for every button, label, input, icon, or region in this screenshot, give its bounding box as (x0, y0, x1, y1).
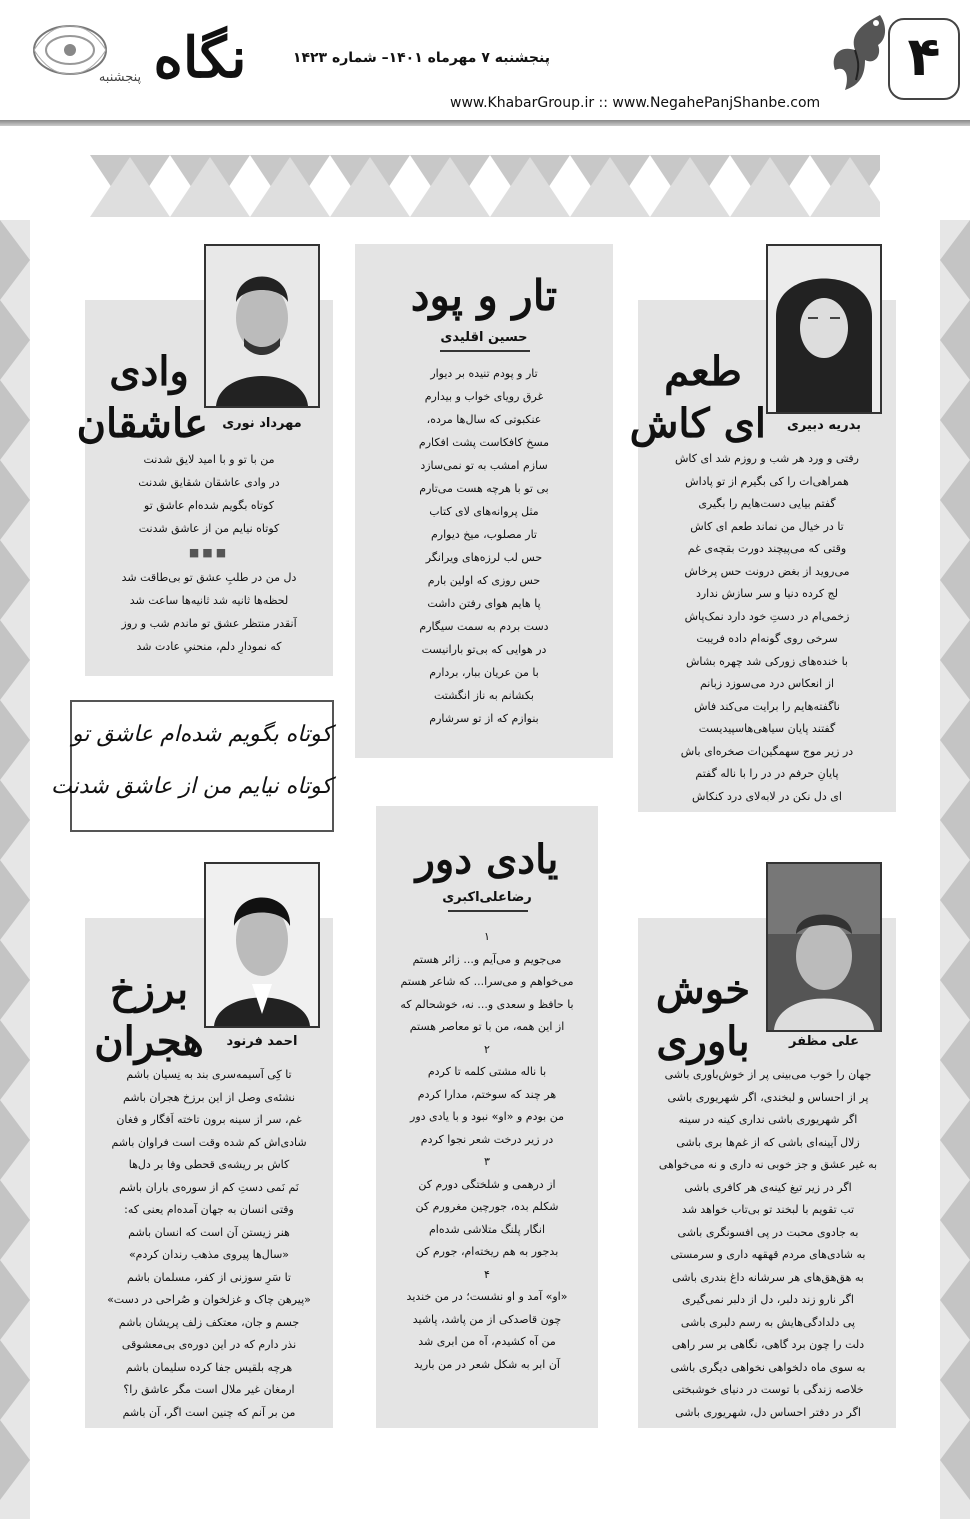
poem-line: کاش بر ریشه‌ی قحطی وفا بر دل‌ها (128, 1158, 290, 1171)
poem-line: مسخ کافکاست پشت افکارم (418, 436, 550, 449)
poem-body-vadi-part2 (95, 566, 323, 658)
poem-line: «پیرهن چاک و غزلخوان و صُراحی در دست» (107, 1293, 311, 1306)
poem-line: ناگفته‌هایم را برایت می‌کند فاش (694, 699, 840, 713)
poem-line: دست بردم به سمت سیگارم (419, 620, 549, 633)
poem-line: دلت را چون برد گاهی، نگاهی بر سر راهی (671, 1338, 865, 1351)
page-header (0, 0, 970, 140)
poem-title-barzakh-line2: هجران (94, 1018, 204, 1065)
poem-line: تا کِی آسیمه‌سری بند به نِسیان باشم (126, 1068, 292, 1081)
website-urls[interactable]: www.KhabarGroup.ir :: www.NegahePanjShanbe.com (450, 95, 821, 111)
title-underline (440, 350, 530, 352)
poem-line: از درهمی و شلختگی دورم کن (418, 1177, 556, 1191)
poem-body-taropood (375, 362, 593, 730)
poem-author-khosh: علی مظفر (788, 1034, 860, 1049)
poem-line: لحظه‌ها ثانیه شد ثانیه‌ها ساعت شد (129, 594, 289, 607)
calligraphy-quote-box (51, 700, 334, 832)
poem-line: آن ابر به شکل شعر در من بارید (413, 1357, 560, 1371)
calligraphy-line-2: کوتاه نیایم من از عاشق شدنت (51, 774, 332, 799)
poem-line: چون قاصدکی از من پاشد، پاشید (412, 1312, 562, 1326)
page-number: ۴ (888, 18, 960, 100)
poem-line: در هوایی که بی‌تو بارانیست (421, 643, 547, 656)
poem-line: هر چند که سوختم، مدارا کردم (417, 1087, 557, 1101)
poem-line: شکلم بده، جورچین مغرورم کن (415, 1200, 559, 1213)
stanza-separator: ■■■ (188, 546, 230, 559)
poem-line: پر از احساس و لبخندی، اگر شهریوری باشی (667, 1090, 869, 1104)
title-underline (448, 910, 528, 912)
right-border-ornament (940, 220, 970, 1519)
poem-line: عنکبوتی که سال‌ها مرده، (426, 413, 542, 426)
poem-line: ۴ (484, 1267, 490, 1281)
poem-line: تار مصلوب، میخ دیوارم (430, 528, 537, 541)
author-photo-badrieh-dabiri (766, 244, 882, 414)
phoenix-bird-icon (820, 5, 890, 105)
poem-line: حس روزی که اولین بارم (427, 574, 541, 587)
poem-line: اگر شهریوری باشی نداری کینه در سینه (678, 1113, 858, 1126)
poem-line: پا هایم هوای رفتن داشت (427, 597, 541, 610)
poem-line: به هق‌هق‌های هر سرشانه داغ بندری باشی (672, 1270, 864, 1284)
poem-line: من آه کشیدم، آه من ابری شد (418, 1335, 556, 1348)
author-photo-ahmad-farnood (204, 862, 320, 1028)
poem-line: تب تقویم با لبخند تو بی‌تاب خواهد شد (681, 1203, 855, 1216)
poem-line: «سال‌ها پیروی مذهب رندان کردم» (128, 1248, 290, 1261)
poem-body-taam (648, 448, 886, 808)
poem-title-taam-line2: ای کاش (629, 400, 766, 447)
poem-line: زلال آیینه‌ای باشی که از غم‌ها بری باشی (676, 1135, 860, 1149)
poem-line: وقتی که می‌پیچند دورت بقچه‌ی غم (687, 542, 847, 555)
poem-line: انگار پلنگ متلاشی شده‌ام (429, 1222, 545, 1236)
poem-line: سازم امشب به تو نمی‌سازد (420, 459, 548, 472)
poem-line: در زیر موج سهمگین‌ات صخره‌ای باش (680, 744, 854, 758)
author-photo-mehrdad-nouri (204, 244, 320, 408)
poem-line: با من عریان ببار، بردارم (429, 666, 539, 679)
poem-line: با خنده‌های زورکی شد چهره بشاش (685, 654, 848, 668)
poem-body-khosh (646, 1064, 890, 1424)
poem-line: تا سَرِ سوزنی از کفر، مسلمان باشم (127, 1270, 291, 1284)
poem-line: با حافظ و سعدی و... نه، خوشحالم که (400, 997, 574, 1011)
poem-line: ۳ (484, 1155, 490, 1168)
poem-line: وقتی انسان به جهان آمده‌ام یعنی که: (124, 1203, 294, 1216)
newspaper-logo-subtitle: پنجشنبه (98, 70, 142, 85)
poem-line: در وادی عاشقان شقایق شدنت (138, 476, 280, 489)
poem-line: آنقدر منتظر عشق تو ماندم شب و روز (121, 617, 297, 630)
poem-line: می‌روید از بغض درونت حس پرخاش (684, 564, 850, 578)
poem-line: به جادوی محبت در پی افسونگری باشی (677, 1225, 859, 1239)
poem-author-taropood: حسین اقلیدی (440, 330, 528, 345)
poem-line: هنر زیستن آن است که انسان باشم (128, 1225, 290, 1239)
poem-title-barzakh-line1: برزخ (109, 966, 189, 1013)
poem-line: تار و پودم تنیده بر دیوار (430, 367, 538, 380)
poem-line: اگر در زیر تیغ کینه‌ی هر کافری باشی (684, 1180, 852, 1194)
poem-line: بنوازم که از تو سرشارم (429, 712, 539, 725)
poem-author-barzakh: احمد فرنود (226, 1034, 298, 1049)
issue-dateline: پنجشنبه ۷ مهرماه ۱۴۰۱– شماره ۱۴۲۳ (292, 50, 550, 66)
poem-body-barzakh (92, 1064, 326, 1424)
author-photo-ali-mozaffar (766, 862, 882, 1032)
poem-line: من بودم و «او» نبود و با یادی دور (410, 1110, 564, 1123)
poem-line: می‌خواهم و می‌سرا... که شاعر هستم (400, 975, 574, 988)
poem-line: دل من در طلبِ عشق تو بی‌طاقت شد (121, 571, 297, 584)
poem-title-taam-line1: طعم (664, 348, 742, 395)
poem-line: سرخی روی گونه‌ام داده فریبت (696, 632, 838, 645)
left-border-ornament (0, 220, 30, 1519)
poem-line: نشئه‌ی وصل از این برزخ هجران باشم (122, 1090, 296, 1104)
poem-line: کوتاه بگویم شده‌ام عاشق تو (144, 499, 274, 512)
poem-line: به سوی ماه دلخواهی نخواهی دیگری باشی (670, 1360, 866, 1374)
poem-line: می‌جویم و می‌آیم و... زائر هستم (412, 952, 562, 966)
poem-line: اگر نارو زند دلبر، دل از دلبر نمی‌گیری (682, 1293, 854, 1306)
poem-line: به غیر عشق و جز خوبی نه داری و نه می‌خواهی (658, 1158, 878, 1171)
poem-line: غم، سر از سینه برون تاخته اَفگار و فغان (116, 1113, 302, 1126)
poem-line: «او» آمد و او نشست؛ در من خندید (406, 1290, 568, 1303)
poem-line: من با تو و با امید لایق شدنت (143, 453, 275, 466)
poem-line: من بر آنم که چنین است اگر، آن باشم (122, 1405, 296, 1419)
poem-title-yadi: یادی دور (415, 836, 559, 883)
poem-line: اگر در دفتر احساس دل، شهریوری باشی (675, 1405, 861, 1419)
poem-line: از این همه، من با تو معاصر هستم (409, 1020, 565, 1033)
header-divider (0, 120, 970, 126)
poem-line: ای دل نکن در لابه‌لای درد کنکاش (692, 789, 842, 803)
poem-title-khosh-line2: باوری (656, 1018, 750, 1065)
poem-title-taropood: تار و پود (410, 271, 558, 320)
poem-line: مثل پروانه‌های لای کتاب (429, 505, 539, 518)
poem-line: نذر دارم که در این دوره‌ی بی‌معشوقی (121, 1338, 297, 1351)
poem-line: لج کرده دنیا و سر سازش ندارد (695, 587, 839, 600)
poem-line: حس لب لرزه‌های ویرانگر (425, 551, 543, 564)
poem-line: بی تو با هرچه هست می‌تارم (419, 482, 549, 495)
newspaper-logo: نگاه (153, 25, 247, 91)
poem-author-taam: بدریه دبیری (786, 418, 862, 433)
poem-line: رفتی و ورد هر شب و روزم شد ای کاش (675, 452, 859, 465)
poem-title-vadi-line1: وادی (109, 348, 189, 395)
poem-line: ۱ (484, 930, 490, 943)
calligraphy-line-1: کوتاه بگویم شده‌ام عاشق تو (72, 722, 332, 747)
poem-line: خلاصه زندگی با توست در دنیای خوشبختی (672, 1383, 864, 1396)
poem-line: بکشانم به ناز انگشتت (434, 689, 534, 702)
poem-line: پی دلدادگی‌هایش به رسم دلبری باشی (680, 1315, 856, 1329)
poem-author-yadi: رضاعلی‌اکبری (442, 890, 532, 905)
poem-title-khosh-line1: خوش (655, 966, 751, 1013)
poem-line: هرچه بلقیس جفا کرده سلیمان باشم (125, 1360, 293, 1374)
poem-body-yadi (380, 926, 594, 1376)
poem-line: تا در خیال من نماند طعم ای کاش (690, 519, 844, 533)
poem-line: با ناله مشتی کلمه تا کردم (427, 1065, 547, 1078)
poem-line: نَم نَمی دستِ کم از سوره‌ی باران باشم (119, 1180, 299, 1194)
poem-line: شادی‌اش کم شده وقت است فراوان باشم (111, 1135, 307, 1149)
poem-title-vadi-line2: عاشقان (76, 400, 208, 447)
poem-line: کوتاه نیایم من از عاشق شدنت (138, 522, 280, 535)
poem-line: گفتم بیایی دست‌هایم را بگیری (698, 497, 836, 510)
poem-line: جهان را خوب می‌بینی پر از خوش‌باوری باشی (664, 1068, 872, 1081)
poem-line: که نمودارِ دلم، منحنیِ عادت شد (136, 640, 282, 653)
zigzag-ornament-band (90, 155, 880, 217)
poem-body-vadi (95, 448, 323, 540)
poem-line: همراهی‌ات را کی بگیرم از تو پاداش (685, 474, 849, 488)
poem-line: گفتند پایان سیاهی‌هاسپیدیست (698, 722, 836, 735)
poem-line: پایانِ حرفم در در را با ناله گفتم (695, 767, 839, 780)
poem-line: ارمغان غیر ملال است مگر عاشق را؟ (123, 1383, 295, 1396)
poem-line: جسم و جان، معتکف زلف پریشان باشم (118, 1315, 300, 1329)
poem-line: در زیر درخت شعر نجوا کردم (420, 1132, 554, 1146)
poem-line: غرق رویای خواب و بیدارم (424, 390, 544, 403)
poem-line: زخمی‌ام در دستِ خود دارد نمک‌پاش (684, 609, 850, 623)
poem-line: به شادی‌های مردم قهقهه داری و سرمستی (670, 1248, 866, 1261)
poem-line: از انعکاس درد می‌سوزد زبانم (699, 677, 835, 690)
poem-line: بدجور به هم ریخته‌ام، جورم کن (415, 1245, 559, 1258)
poem-author-vadi: مهرداد نوری (222, 416, 302, 431)
poem-line: ۲ (484, 1042, 490, 1056)
